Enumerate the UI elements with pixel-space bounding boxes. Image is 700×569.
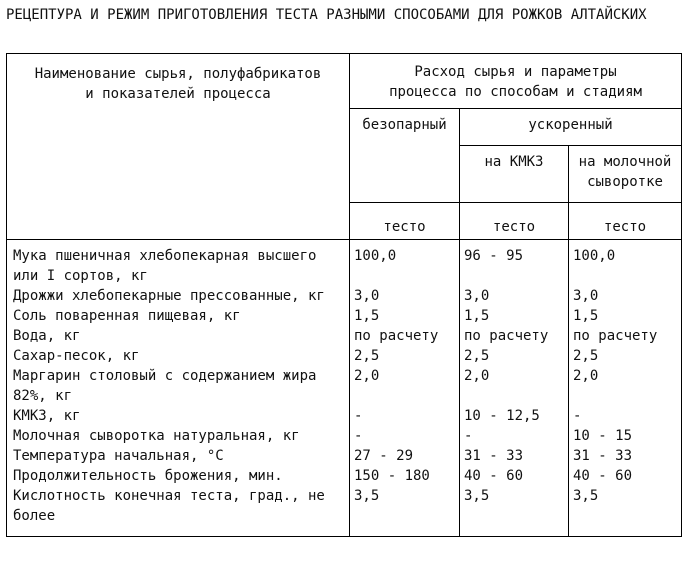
document-title: РЕЦЕПТУРА И РЕЖИМ ПРИГОТОВЛЕНИЯ ТЕСТА РАЗНЫМИ СПОСОБАМИ ДЛЯ РОЖКОВ АЛТАЙСКИХ	[6, 7, 647, 23]
value-cell: 1,5	[573, 308, 599, 324]
value-spacer	[464, 266, 568, 286]
value-cell: 1,5	[354, 308, 380, 324]
value-spacer	[573, 266, 681, 286]
value-spacer	[354, 386, 459, 406]
methods-header	[350, 54, 682, 109]
value-cell: 10 - 15	[573, 428, 633, 444]
stage-dough-b2: тесто	[569, 203, 682, 240]
value-cell: по расчету	[354, 328, 439, 344]
stage-dough-a: тесто	[350, 203, 460, 240]
param-name: Сахар-песок, кг	[13, 348, 140, 364]
value-cell: 3,5	[354, 488, 380, 504]
value-cell: -	[354, 408, 363, 424]
value-cell: -	[573, 408, 582, 424]
value-cell: -	[354, 428, 363, 444]
value-cell: 100,0	[354, 248, 397, 264]
param-name: Кислотность конечная теста, град., не	[13, 488, 325, 504]
methods-header-line: Расход сырья и параметры	[414, 64, 617, 80]
values-kmkz-column	[460, 240, 569, 537]
value-cell: 2,0	[464, 368, 490, 384]
value-cell: по расчету	[464, 328, 549, 344]
value-cell: 31 - 33	[573, 448, 633, 464]
param-names-column	[7, 240, 350, 537]
value-cell: -	[464, 428, 473, 444]
param-name: 82%, кг	[13, 388, 73, 404]
values-whey-column	[569, 240, 682, 537]
sub-whey-line: сыворотке	[587, 174, 663, 190]
param-name: Мука пшеничная хлебопекарная высшего	[13, 248, 317, 264]
param-name: Дрожжи хлебопекарные прессованные, кг	[13, 288, 325, 304]
value-cell: 3,5	[464, 488, 490, 504]
param-header-line: Наименование сырья, полуфабрикатов	[34, 66, 322, 82]
value-cell: по расчету	[573, 328, 658, 344]
sub-whey-line: на молочной	[578, 154, 672, 170]
param-header-line: и показателей процесса	[85, 86, 271, 102]
value-cell: 31 - 33	[464, 448, 524, 464]
value-spacer	[573, 386, 681, 406]
method-straight-dough-header: безопарный	[350, 109, 460, 203]
sub-whey-header	[569, 146, 682, 203]
value-cell: 96 - 95	[464, 248, 524, 264]
value-cell: 150 - 180	[354, 468, 430, 484]
value-cell: 2,5	[573, 348, 599, 364]
param-name: более	[13, 508, 56, 524]
param-name: Температура начальная, °С	[13, 448, 224, 464]
value-cell: 2,5	[354, 348, 380, 364]
param-column-header	[7, 54, 350, 240]
value-cell: 100,0	[573, 248, 616, 264]
sub-kmkz-header: на КМКЗ	[460, 146, 569, 203]
value-cell: 3,0	[573, 288, 599, 304]
value-cell: 3,0	[464, 288, 490, 304]
recipe-table	[6, 53, 682, 537]
param-name: Продолжительность брожения, мин.	[13, 468, 283, 484]
value-cell: 27 - 29	[354, 448, 414, 464]
param-name: Соль поваренная пищевая, кг	[13, 308, 241, 324]
value-cell: 10 - 12,5	[464, 408, 540, 424]
value-cell: 1,5	[464, 308, 490, 324]
value-cell: 2,0	[573, 368, 599, 384]
value-cell: 2,5	[464, 348, 490, 364]
value-cell: 2,0	[354, 368, 380, 384]
value-cell: 3,5	[573, 488, 599, 504]
body-row	[7, 240, 682, 537]
value-cell: 40 - 60	[464, 468, 524, 484]
header-row-1	[7, 54, 682, 109]
param-name: Молочная сыворотка натуральная, кг	[13, 428, 300, 444]
param-name: Вода, кг	[13, 328, 81, 344]
method-accelerated-header: ускоренный	[460, 109, 682, 146]
stage-dough-b1: тесто	[460, 203, 569, 240]
value-spacer	[354, 266, 459, 286]
value-cell: 3,0	[354, 288, 380, 304]
values-straight-dough-column	[350, 240, 460, 537]
value-cell: 40 - 60	[573, 468, 633, 484]
methods-header-line: процесса по способам и стадиям	[389, 84, 642, 100]
param-name: или I сортов, кг	[13, 268, 148, 284]
value-spacer	[464, 386, 568, 406]
param-name: КМКЗ, кг	[13, 408, 81, 424]
param-name: Маргарин столовый с содержанием жира	[13, 368, 317, 384]
